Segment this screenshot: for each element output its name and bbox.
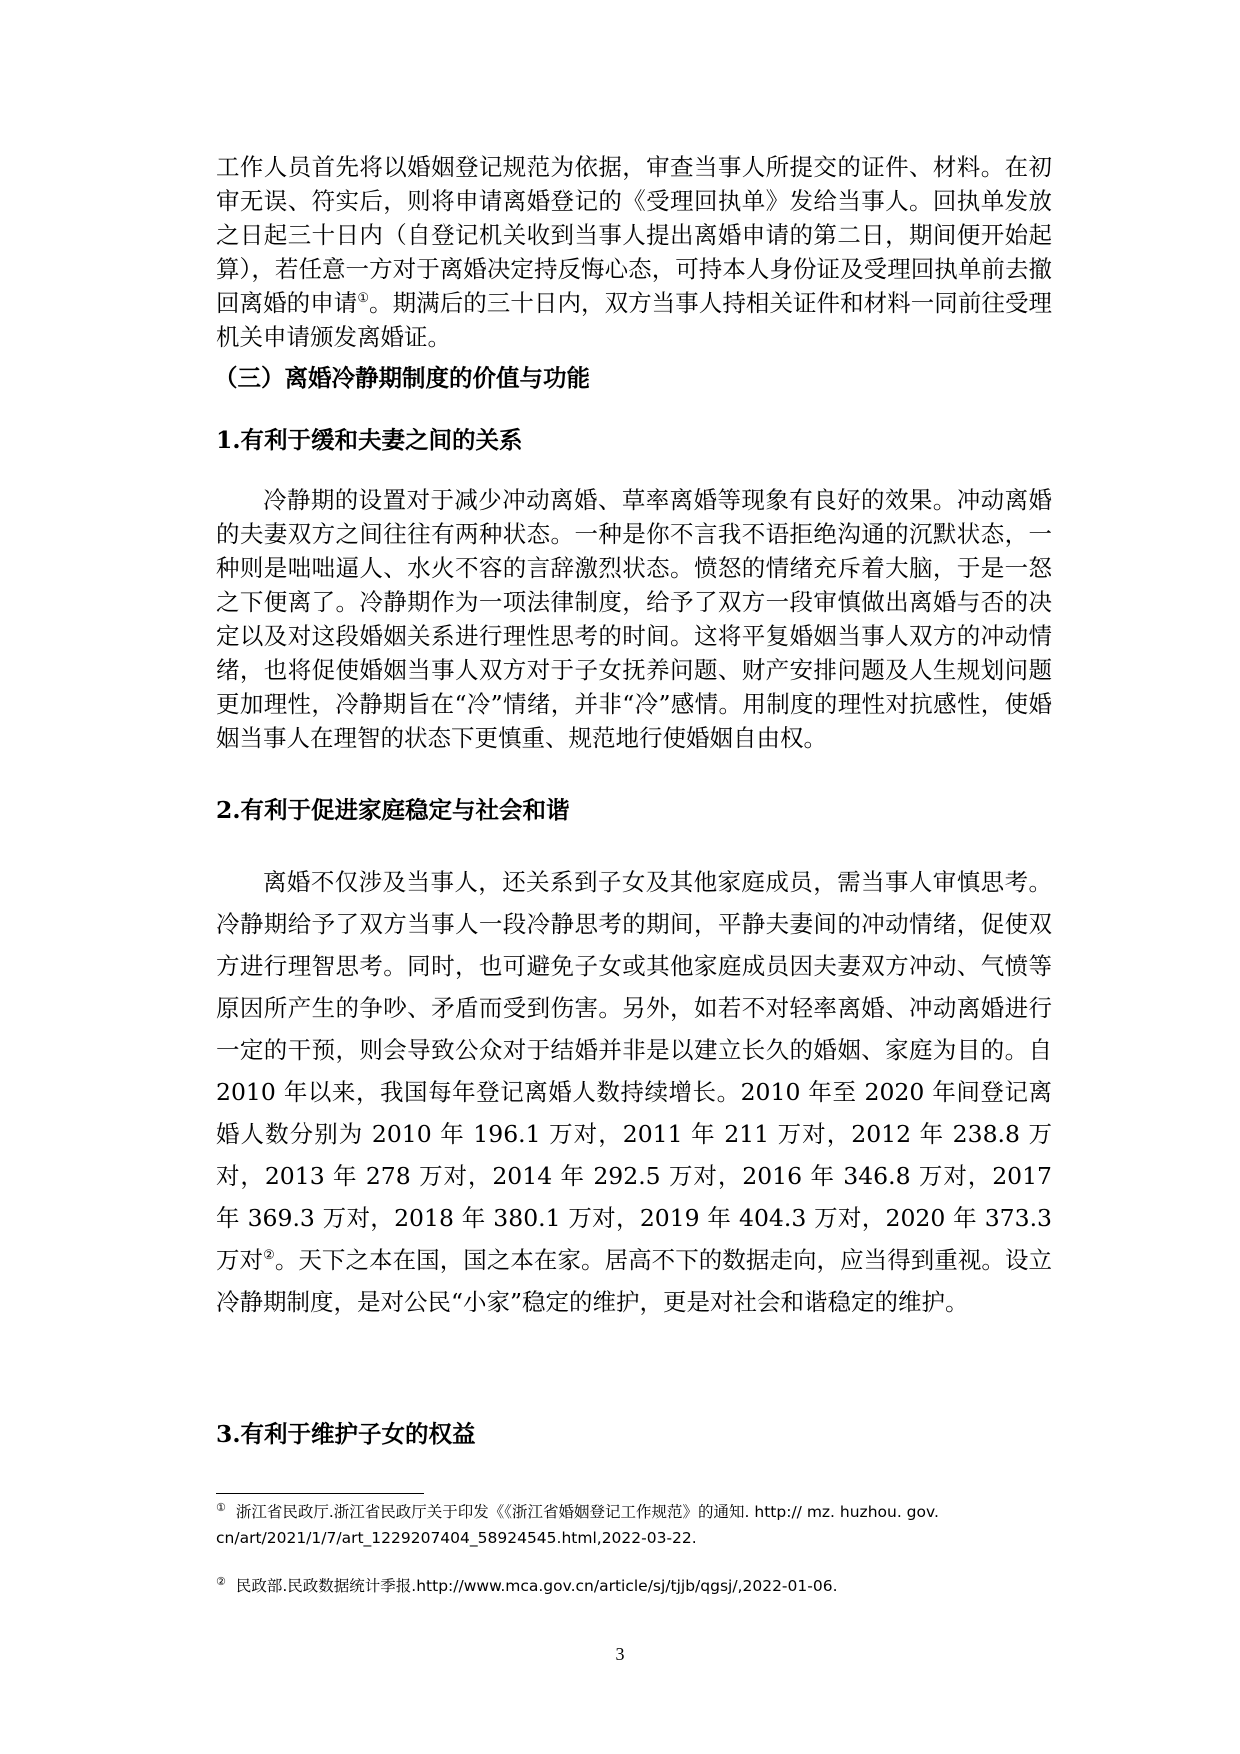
footnote-text: 民政部.民政数据统计季报.http://www.mca.gov.cn/article/sj/tjjb/qgsj/,2022-01-06. xyxy=(235,1577,838,1595)
footnote-mark: ② xyxy=(216,1574,226,1588)
paragraph-text: 。期满后的三十日内，双方当事人持相关证件和材料一同前往受理机关申请颁发离婚证。 xyxy=(216,289,1053,351)
footnote-2 xyxy=(216,1573,1052,1599)
body-paragraph-3 xyxy=(216,861,1052,1323)
page-number: 3 xyxy=(615,1644,625,1664)
footnote-reference-1[interactable]: ① xyxy=(357,291,370,307)
section-heading: （三）离婚冷静期制度的价值与功能 xyxy=(214,364,590,392)
subheading-1: 1.有利于缓和夫妻之间的关系 xyxy=(216,426,523,454)
subheading-3: 3.有利于维护子女的权益 xyxy=(216,1420,476,1448)
footnote-reference-2[interactable]: ② xyxy=(263,1248,275,1264)
paragraph-text: 。天下之本在国，国之本在家。居高不下的数据走向，应当得到重视。设立冷静期制度，是对公民“小家”稳定的维护，更是对社会和谐稳定的维护。 xyxy=(216,1246,1053,1316)
footnote-mark: ① xyxy=(216,1500,226,1514)
footnote-divider xyxy=(216,1493,424,1494)
subheading-2: 2.有利于促进家庭稳定与社会和谐 xyxy=(216,796,570,824)
paragraph-text: 离婚不仅涉及当事人，还关系到子女及其他家庭成员，需当事人审慎思考。冷静期给予了双方当事人一段冷静思考的期间，平静夫妻间的冲动情绪，促使双方进行理智思考。同时，也可避免子女或其他家庭成员因夫妻双方冲动、气愤等原因所产生的争吵、矛盾而受到伤害。另外，如若不对轻率离婚、冲动离婚进行一定的干预，则会导致公众对于结婚并非是以建立长久的婚姻、家庭为目的。自 2010 年以来，我国每年登记离婚人数持续增长。2010 年至 2020 年间登记离婚人数分别为 2010 年 196.1 万对，2011 年 211 万对，2012 年 238.8 万对，2013 年 278 万对，2014 年 292.5 万对，2016 年 346.8 万对，2017 年 369.3 万对，2018 年 380.1 万对，2019 年 404.3 万对，2020 年 373.3 万对 xyxy=(216,868,1052,1274)
footnote-text: 浙江省民政厅.浙江省民政厅关于印发《《浙江省婚姻登记工作规范》的通知. http:// mz. huzhou. gov. cn/art/2021/1/7/art_1229207404_58924545.html,2022-03-22. xyxy=(216,1503,939,1547)
body-paragraph-1 xyxy=(216,150,1052,354)
paragraph-text: 工作人员首先将以婚姻登记规范为依据，审查当事人所提交的证件、材料。在初审无误、符实后，则将申请离婚登记的《受理回执单》发给当事人。回执单发放之日起三十日内（自登记机关收到当事人提出离婚申请的第二日，期间便开始起算），若任意一方对于离婚决定持反悔心态，可持本人身份证及受理回执单前去撤回离婚的申请 xyxy=(216,153,1052,317)
body-paragraph-2: 冷静期的设置对于减少冲动离婚、草率离婚等现象有良好的效果。冲动离婚的夫妻双方之间往往有两种状态。一种是你不言我不语拒绝沟通的沉默状态，一种则是咄咄逼人、水火不容的言辞激烈状态。愤怒的情绪充斥着大脑，于是一怒之下便离了。冷静期作为一项法律制度，给予了双方一段审慎做出离婚与否的决定以及对这段婚姻关系进行理性思考的时间。这将平复婚姻当事人双方的冲动情绪，也将促使婚姻当事人双方对于子女抚养问题、财产安排问题及人生规划问题更加理性，冷静期旨在“冷”情绪，并非“冷”感情。用制度的理性对抗感性，使婚姻当事人在理智的状态下更慎重、规范地行使婚姻自由权。 xyxy=(216,486,1052,752)
footnote-1 xyxy=(216,1499,1052,1551)
